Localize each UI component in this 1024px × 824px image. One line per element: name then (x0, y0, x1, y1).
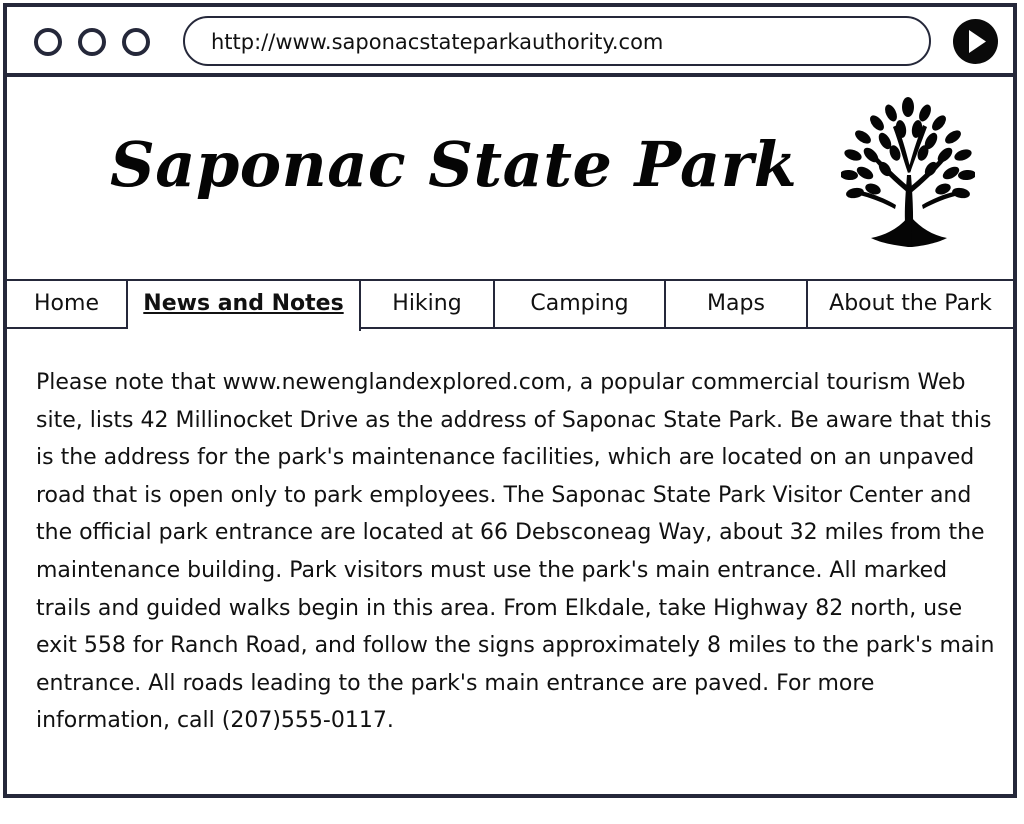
browser-toolbar (7, 7, 1013, 77)
main-navigation (7, 279, 1013, 331)
news-content (36, 364, 996, 740)
go-button[interactable] (953, 19, 998, 64)
tab-hiking[interactable]: Hiking (361, 279, 495, 329)
window-control-dot[interactable] (34, 28, 62, 56)
tab-home[interactable]: Home (7, 279, 128, 329)
notice-paragraph: Please note that www.newenglandexplored.com, a popular commercial tourism Web site, lists 42 Millinocket Drive as the address of Saponac State Park. Be aware that this is the address for the park's maintenance facilities, which are located on an unpaved road that is open only to park employees. The Saponac State Park Visitor Center and the official park entrance are located at 66 Debsconeag Way, about 32 miles from the maintenance building. Park visitors must use the park's main entrance. All marked trails and guided walks begin in this area. From Elkdale, take Highway 82 north, use exit 558 for Ranch Road, and follow the signs approximately 8 miles to the park's main entrance. All roads leading to the park's main entrance are paved. For more information, call (207)555-0117. (36, 370, 995, 734)
tab-news-and-notes[interactable]: News and Notes (128, 279, 361, 331)
url-text: http://www.saponacstateparkauthority.com (211, 30, 664, 54)
browser-window (3, 3, 1017, 798)
play-arrow-icon (953, 19, 998, 64)
window-control-dot[interactable] (122, 28, 150, 56)
address-bar[interactable] (183, 16, 931, 66)
tab-camping[interactable]: Camping (495, 279, 666, 329)
site-header (7, 77, 1013, 279)
tab-about-the-park[interactable]: About the Park (808, 279, 1013, 329)
tab-maps[interactable]: Maps (666, 279, 808, 329)
window-control-dot[interactable] (78, 28, 106, 56)
tree-icon (841, 97, 975, 249)
site-title: Saponac State Park (110, 128, 798, 201)
